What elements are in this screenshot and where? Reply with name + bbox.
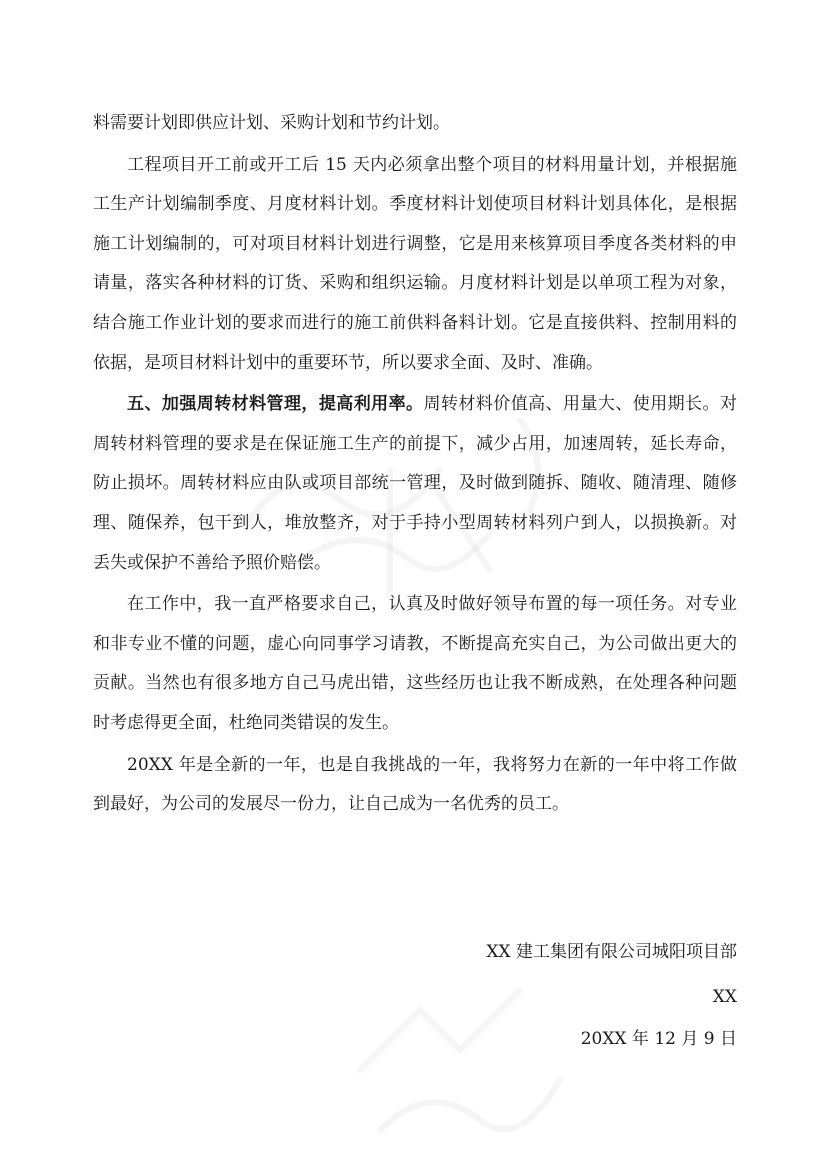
paragraph-material-usage-plan: 工程项目开工前或开工后 15 天内必须拿出整个项目的材料用量计划，并根据施工生产计划编制季度、月度材料计划。季度材料计划使项目材料计划具体化，是根据施工计划编制的，可对项目材料计划进行调整，它是用来核算项目季度各类材料的申请量，落实各种材料的订货、采购和组织运输。月度材料计划是以单项工程为对象，结合施工作业计划的要求而进行的施工前供料备料计划。它是直接供料、控制用料的依据，是项目材料计划中的重要环节，所以要求全面、及时、准确。 — [93, 154, 737, 373]
signature-date: 20XX 年 12 月 9 日 — [580, 1029, 737, 1049]
section-text: 周转材料价值高、用量大、使用期长。对周转材料管理的要求是在保证施工生产的前提下，减少占用，加速周转，延长寿命，防止损坏。周转材料应由队或项目部统一管理，及时做到随拆、随收、随清理、随修理、随保养，包干到人，堆放整齐，对于手持小型周转材料列户到人，以损换新。对丢失或保护不善给予照价赔偿。 — [93, 394, 737, 573]
document-body — [93, 104, 737, 827]
paragraph-material-plans-tail: 料需要计划即供应计划、采购计划和节约计划。 — [93, 113, 450, 133]
paragraph-work-attitude: 在工作中，我一直严格要求自己，认真及时做好领导布置的每一项任务。对专业和非专业不懂的问题，虚心向同事学习请教，不断提高充实自己，为公司做出更大的贡献。当然也有很多地方自己马虎出错，这些经历也让我不断成熟，在处理各种问题时考虑得更全面，杜绝同类错误的发生。 — [93, 594, 737, 733]
signature-name: XX — [712, 987, 737, 1007]
paragraph-turnover-materials — [93, 385, 737, 583]
paragraph-new-year: 20XX 年是全新的一年，也是自我挑战的一年，我将努力在新的一年中将工作做到最好，为公司的发展尽一份力，让自己成为一名优秀的员工。 — [93, 754, 737, 815]
section-heading: 五、加强周转材料管理，提高利用率。 — [127, 394, 424, 415]
signature-organization: XX 建工集团有限公司城阳项目部 — [486, 942, 737, 962]
